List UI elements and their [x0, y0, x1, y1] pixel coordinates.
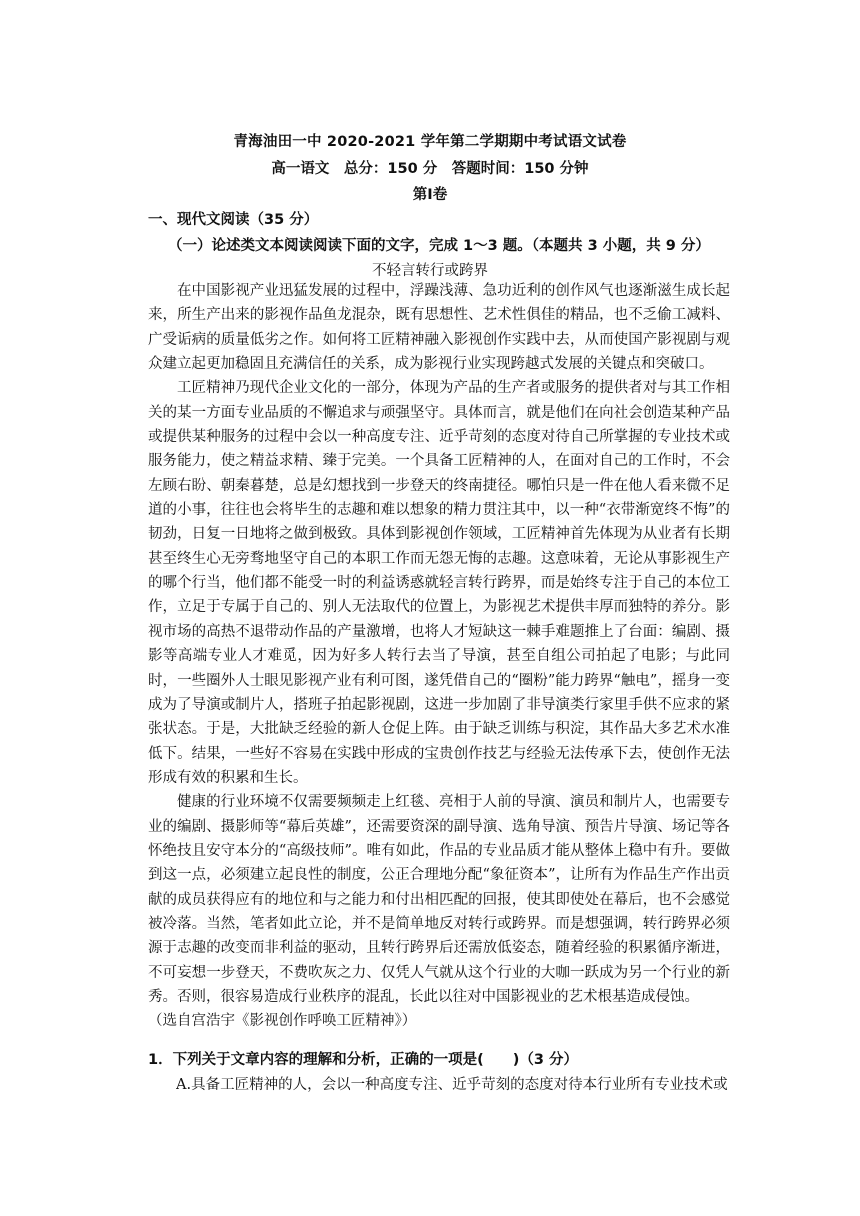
article-source: （选自宫浩宇《影视创作呼唤工匠精神》） — [148, 1013, 417, 1030]
volume-label: 第Ⅰ卷 — [412, 187, 448, 203]
question-stem: 1．下列关于文章内容的理解和分析，正确的一项是( )（3 分） — [148, 1052, 578, 1068]
article-title: 不轻言转行或跨界 — [372, 263, 488, 279]
section-subheading: （一）论述类文本阅读阅读下面的文字，完成 1～3 题。（本题共 3 小题，共 9 分） — [168, 238, 710, 254]
question-option-a: A.具备工匠精神的人，会以一种高度专注、近乎苛刻的态度对待本行业所有专业技术或 — [176, 1077, 728, 1093]
section-heading: 一、现代文阅读（35 分） — [148, 212, 319, 228]
article-body — [148, 279, 730, 1034]
article-paragraph: 在中国影视产业迅猛发展的过程中，浮躁浅薄、急功近利的创作风气也逐渐滋生成长起来，所生产出来的影视作品鱼龙混杂，既有思想性、艺术性俱佳的精品，也不乏偷工减料、广受诟病的质量低劣之作。如何将工匠精神融入影视创作实践中去，从而使国产影视剧与观众建立起更加稳固且充满信任的关系，成为影视行业实现跨越式发展的关键点和突破口。 — [148, 283, 730, 373]
exam-title: 青海油田一中 2020-2021 学年第二学期期中考试语文试卷 — [233, 134, 627, 150]
article-paragraph: 工匠精神乃现代企业文化的一部分，体现为产品的生产者或服务的提供者对与其工作相关的某一方面专业品质的不懈追求与顽强坚守。具体而言，就是他们在向社会创造某种产品或提供某种服务的过程中会以一种高度专注、近乎苛刻的态度对待自己所掌握的专业技术或服务能力，使之精益求精、臻于完美。一个具备工匠精神的人，在面对自己的工作时，不会左顾右盼、朝秦暮楚，总是幻想找到一步登天的终南捷径。哪怕只是一件在他人看来微不足道的小事，往往也会将毕生的志趣和难以想象的精力贯注其中，以一种“衣带渐宽终不悔”的韧劲，日复一日地将之做到极致。具体到影视创作领域，工匠精神首先体现为从业者有长期甚至终生心无旁骛地坚守自己的本职工作而无怨无悔的志趣。这意味着，无论从事影视生产的哪个行当，他们都不能受一时的利益诱惑就轻言转行跨界，而是始终专注于自己的本位工作，立足于专属于自己的、别人无法取代的位置上，为影视艺术提供丰厚而独特的养分。影视市场的高热不退带动作品的产量激增，也将人才短缺这一棘手难题推上了台面：编剧、摄影等高端专业人才难觅，因为好多人转行去当了导演，甚至自组公司拍起了电影；与此同时，一些圈外人士眼见影视产业有利可图，遂凭借自己的“圈粉”能力跨界“触电”，摇身一变成为了导演或制片人，搭班子拍起影视剧，这进一步加剧了非导演类行家里手供不应求的紧张状态。于是，大批缺乏经验的新人仓促上阵。由于缺乏训练与积淀，其作品大多艺术水准低下。结果，一些好不容易在实践中形成的宝贵创作技艺与经验无法传承下去，使创作无法形成有效的积累和生长。 — [148, 380, 730, 786]
exam-subtitle: 高一语文 总分：150 分 答题时间：150 分钟 — [271, 161, 589, 177]
article-paragraph: 健康的行业环境不仅需要频频走上红毯、亮相于人前的导演、演员和制片人，也需要专业的编剧、摄影师等“幕后英雄”，还需要资深的副导演、选角导演、预告片导演、场记等各怀绝技且安守本分的“高级技师”。唯有如此，作品的专业品质才能从整体上稳中有升。要做到这一点，必须建立起良性的制度，公正合理地分配“象征资本”，让所有为作品生产作出贡献的成员获得应有的地位和与之能力和付出相匹配的回报，使其即使处在幕后，也不会感觉被冷落。当然，笔者如此立论，并不是简单地反对转行或跨界。而是想强调，转行跨界必须源于志趣的改变而非利益的驱动，且转行跨界后还需放低姿态，随着经验的积累循序渐进，不可妄想一步登天，不费吹灰之力、仅凭人气就从这个行业的大咖一跃成为另一个行业的新秀。否则，很容易造成行业秩序的混乱，长此以往对中国影视业的艺术根基造成侵蚀。 — [148, 794, 730, 1005]
